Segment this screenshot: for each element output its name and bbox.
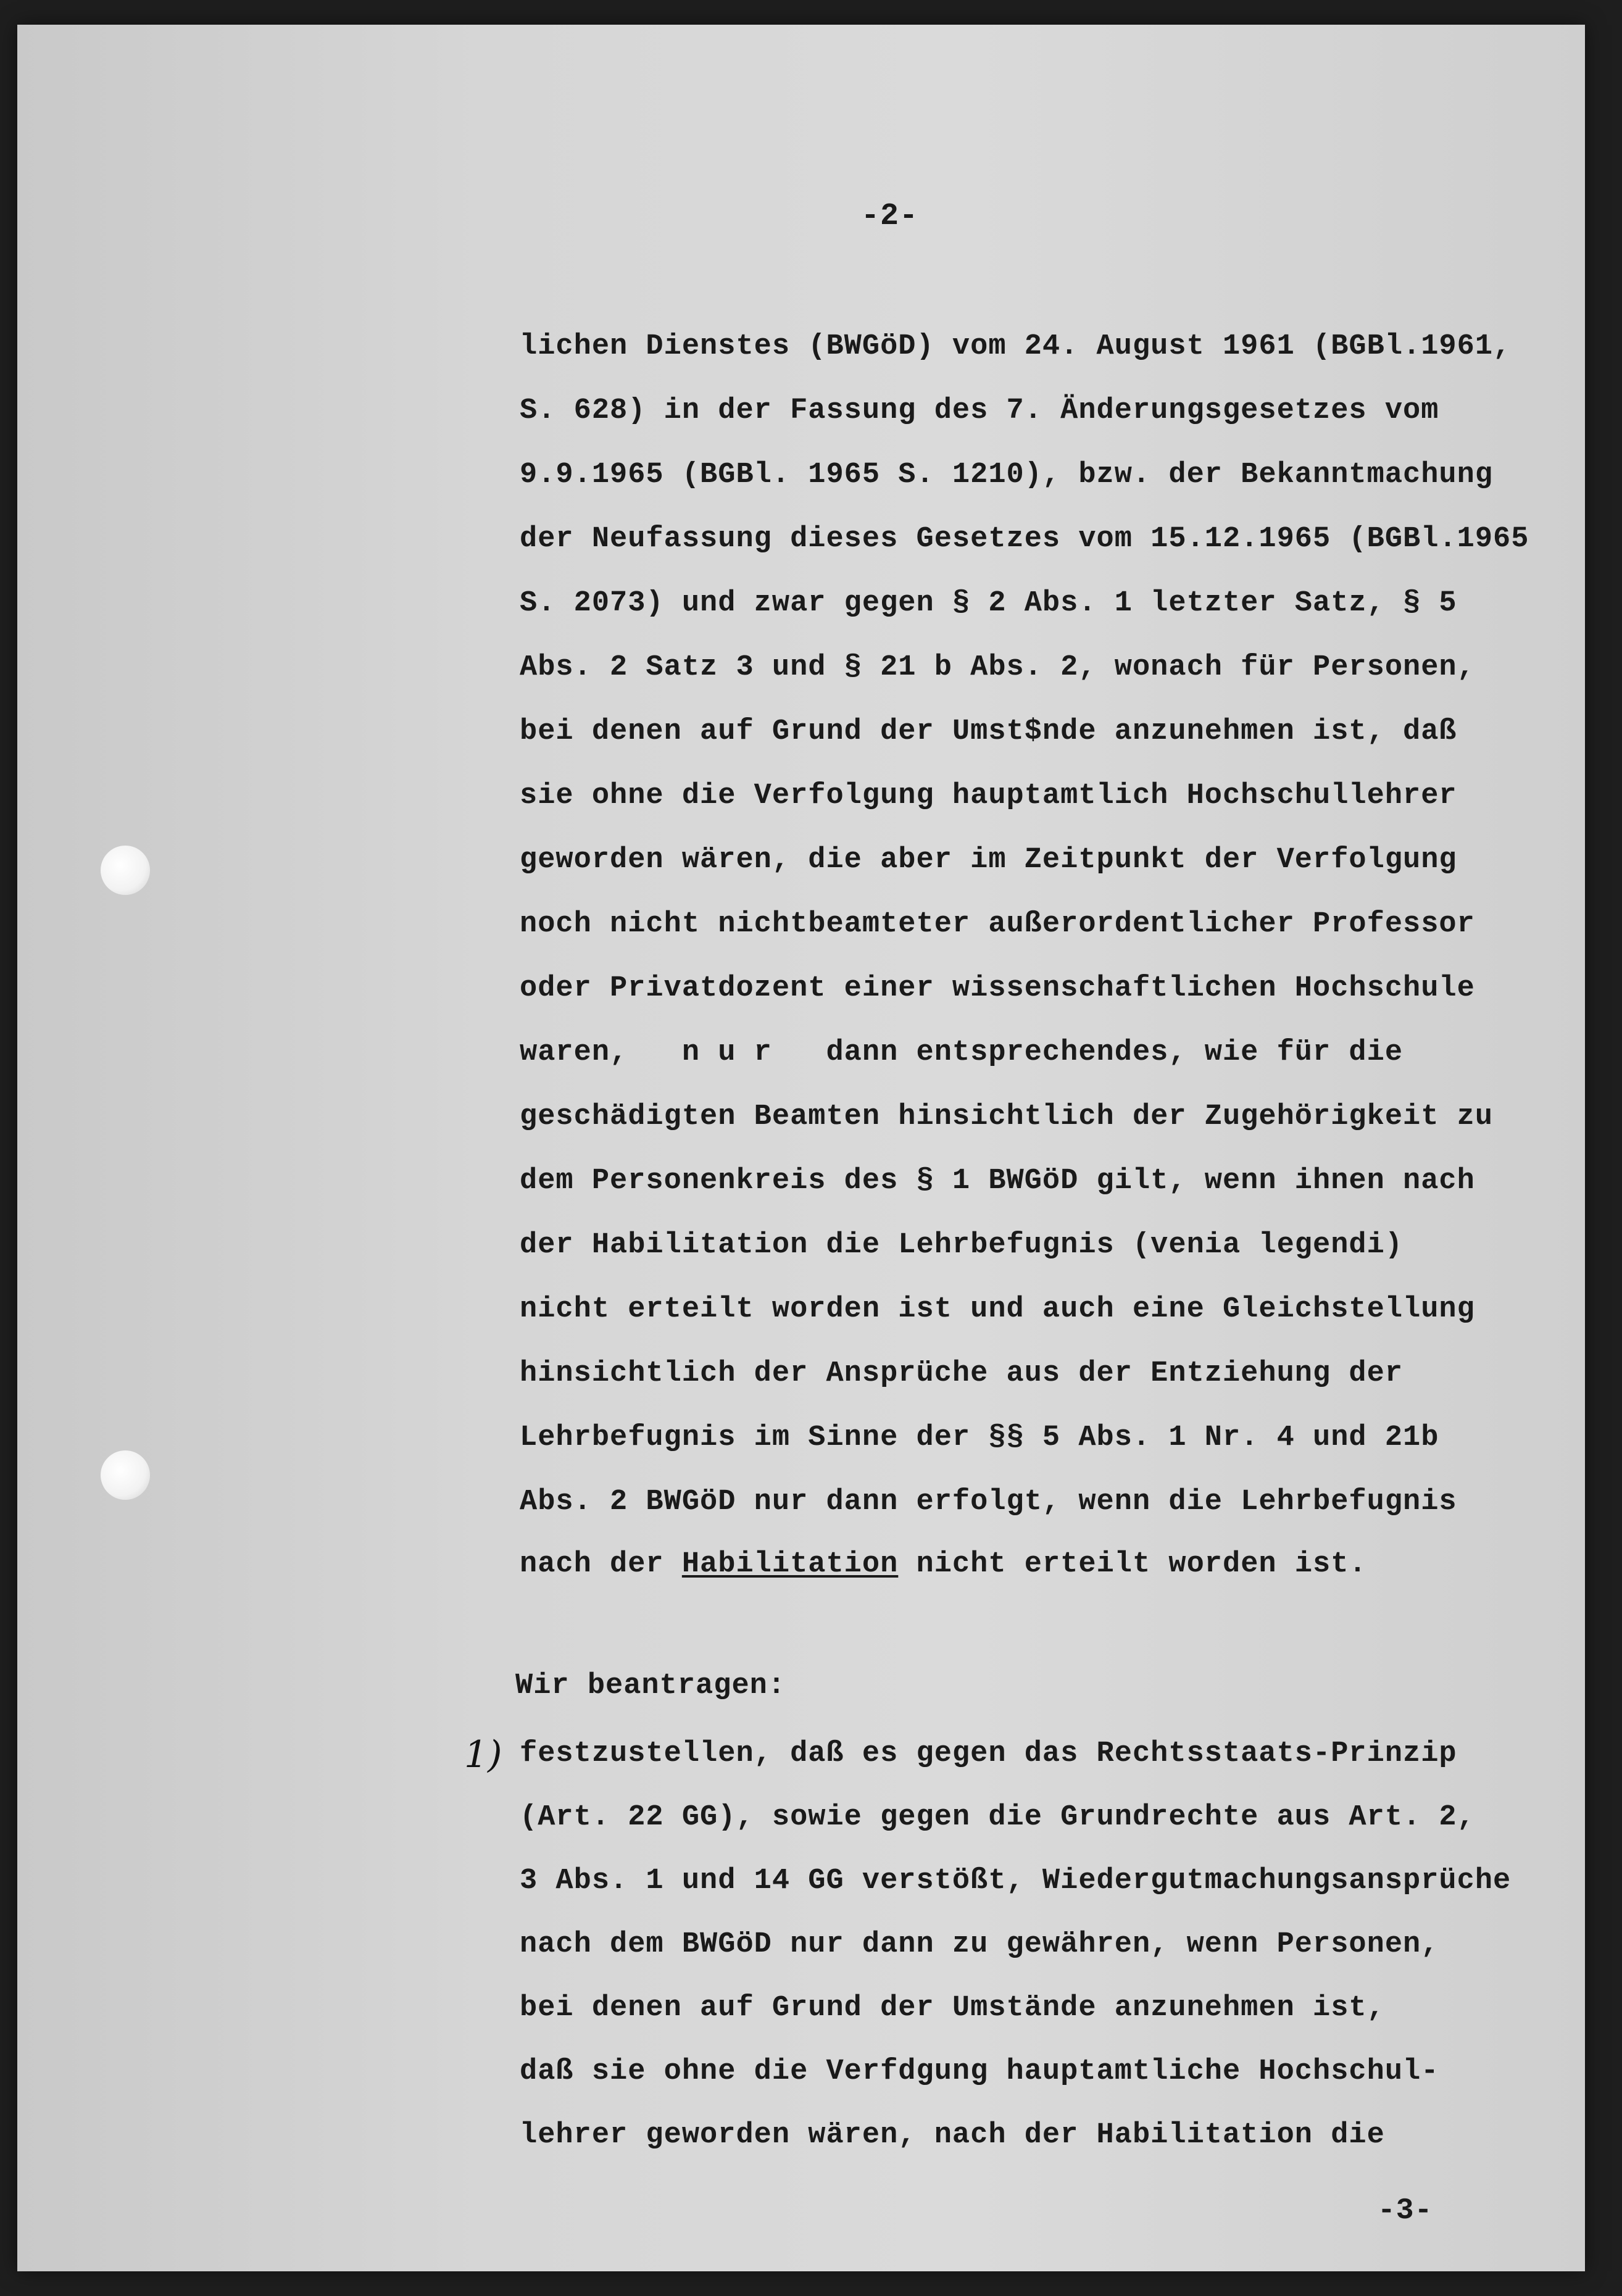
next-page-marker: -3- [1378,2194,1433,2227]
text-line: dem Personenkreis des § 1 BWGöD gilt, wenn ihnen nach [520,1165,1475,1197]
text-line: lehrer geworden wären, nach der Habilitation die [520,2119,1385,2152]
text-line: lichen Dienstes (BWGöD) vom 24. August 1961 (BGBl.1961, [520,330,1512,363]
text-line: Abs. 2 Satz 3 und § 21 b Abs. 2, wonach für Personen, [520,651,1475,684]
text-line: festzustellen, daß es gegen das Rechtsstaats-Prinzip [520,1737,1457,1770]
line-suffix: nicht erteilt worden ist. [898,1548,1367,1581]
text-line: oder Privatdozent einer wissenschaftlichen Hochschule [520,972,1475,1005]
text-line: S. 628) in der Fassung des 7. Änderungsgesetzes vom [520,394,1439,427]
text-line: bei denen auf Grund der Umst$nde anzunehmen ist, daß [520,715,1457,748]
text-line: waren, n u r dann entsprechendes, wie für die [520,1036,1404,1069]
text-line: nach dem BWGöD nur dann zu gewähren, wenn Personen, [520,1928,1439,1961]
page-number: -2- [861,199,919,234]
line-prefix: nach der [520,1548,682,1581]
text-line: S. 2073) und zwar gegen § 2 Abs. 1 letzter Satz, § 5 [520,587,1457,620]
text-line: nicht erteilt worden ist und auch eine Gleichstellung [520,1293,1475,1326]
punch-hole [101,846,150,895]
text-line: (Art. 22 GG), sowie gegen die Grundrechte aus Art. 2, [520,1801,1475,1834]
text-line: der Neufassung dieses Gesetzes vom 15.12.1965 (BGBl.1965 [520,523,1529,555]
text-line: Abs. 2 BWGöD nur dann erfolgt, wenn die Lehrbefugnis [520,1486,1457,1518]
motion-heading: Wir beantragen: [515,1670,786,1702]
text-line: bei denen auf Grund der Umstände anzunehmen ist, [520,1992,1385,2024]
text-line: daß sie ohne die Verfdgung hauptamtliche Hochschul- [520,2055,1439,2088]
text-line: der Habilitation die Lehrbefugnis (venia legendi) [520,1229,1404,1262]
paragraph-1-last-line [520,1546,1367,1583]
punch-hole [101,1450,150,1500]
text-line: geschädigten Beamten hinsichtlich der Zugehörigkeit zu [520,1100,1494,1133]
underlined-word: Habilitation [681,1548,899,1581]
text-line: noch nicht nichtbeamteter außerordentlicher Professor [520,908,1475,941]
text-line: geworden wären, die aber im Zeitpunkt der Verfolgung [520,844,1457,876]
text-line: 9.9.1965 (BGBl. 1965 S. 1210), bzw. der Bekanntmachung [520,459,1494,491]
text-line: 3 Abs. 1 und 14 GG verstößt, Wiedergutmachungsansprüche [520,1865,1512,1897]
handwritten-item-marker: 1) [464,1733,502,1776]
text-line: hinsichtlich der Ansprüche aus der Entziehung der [520,1357,1404,1390]
text-line: sie ohne die Verfolgung hauptamtlich Hochschullehrer [520,780,1457,812]
text-line: Lehrbefugnis im Sinne der §§ 5 Abs. 1 Nr. 4 und 21b [520,1421,1439,1454]
